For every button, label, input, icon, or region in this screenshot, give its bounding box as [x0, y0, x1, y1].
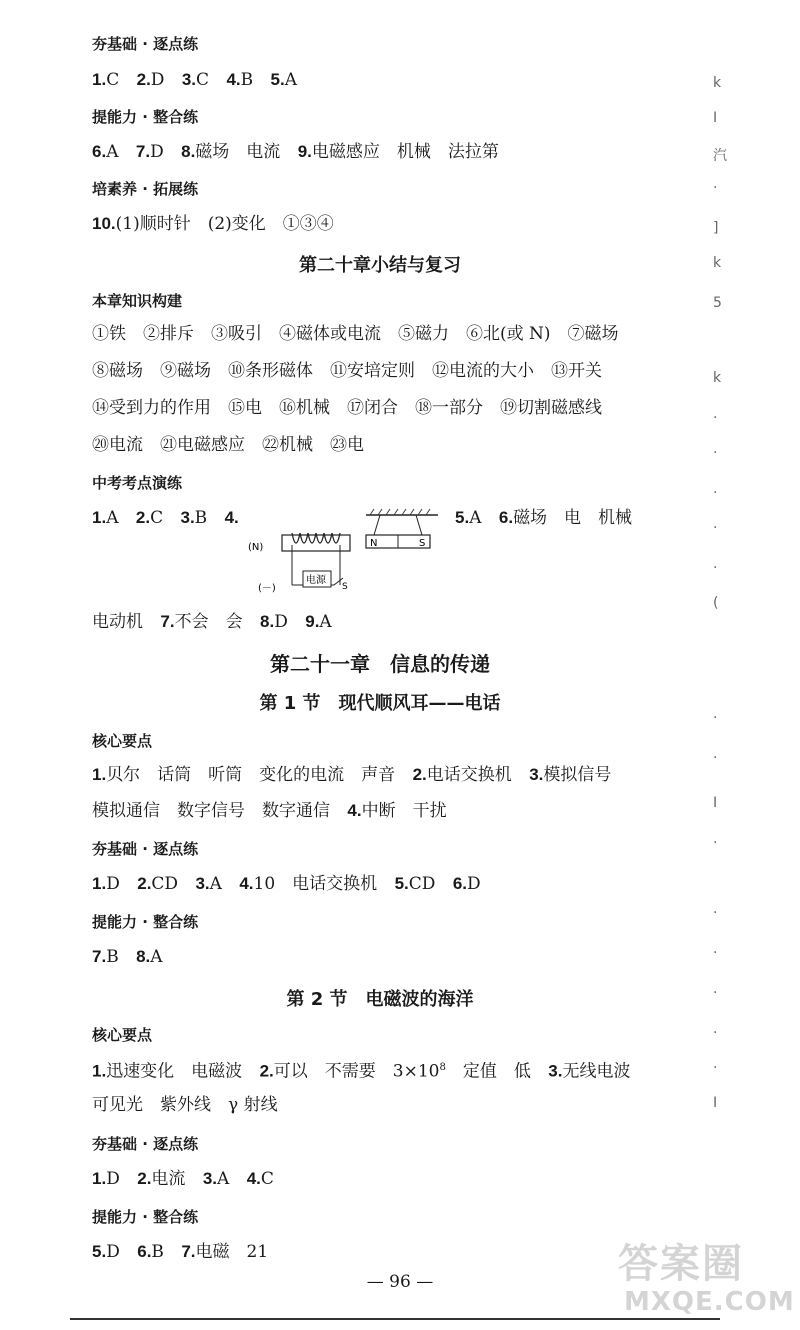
switch-label: S	[342, 582, 348, 592]
answer-line: 模拟通信 数字信号 数字通信 4.中断 干扰	[92, 801, 447, 821]
section-head: 核心要点	[92, 1026, 153, 1044]
right-edge-bleed: k I 汽 · ] k 5 k · · · · · ( · · I · · · · · · I	[713, 75, 727, 1111]
section-title: 第二十章小结与复习	[299, 255, 461, 276]
answer-line: 1.A 2.C 3.B 4.	[92, 508, 239, 528]
watermark-logo: 答案圈 MXQE.COM	[618, 1241, 795, 1317]
left-pole-label: (N)	[248, 542, 264, 553]
answer-line: 电动机 7.不会 会 8.D 9.A	[92, 612, 332, 632]
page-number: — 96 —	[366, 1272, 434, 1292]
minus-label: (－)	[258, 583, 276, 594]
section-head: 核心要点	[92, 732, 153, 750]
section-title: 第 1 节 现代顺风耳——电话	[259, 693, 501, 714]
answer-line: 6.A 7.D 8.磁场 电流 9.电磁感应 机械 法拉第	[92, 142, 499, 162]
section-head: 中考考点演练	[92, 474, 183, 492]
knowledge-line: ⑧磁场 ⑨磁场 ⑩条形磁体 ⑪安培定则 ⑫电流的大小 ⑬开关	[92, 361, 602, 381]
knowledge-line: ⑳电流 ㉑电磁感应 ㉒机械 ㉓电	[92, 435, 364, 455]
section-head: 夯基础 · 逐点练	[92, 840, 199, 858]
section-head: 提能力 · 整合练	[92, 1208, 199, 1226]
magnet-s-label: S	[419, 538, 426, 549]
section-head: 提能力 · 整合练	[92, 108, 199, 126]
answer-line: 5.D 6.B 7.电磁 21	[92, 1242, 269, 1262]
chapter-title: 第二十一章 信息的传递	[270, 652, 490, 676]
magnet-n-label: N	[370, 538, 378, 549]
section-head: 夯基础 · 逐点练	[92, 1135, 199, 1153]
answer-line: 5.A 6.磁场 电 机械	[455, 508, 633, 528]
knowledge-line: ①铁 ②排斥 ③吸引 ④磁体或电流 ⑤磁力 ⑥北(或 N) ⑦磁场	[92, 324, 619, 344]
section-head: 培素养 · 拓展练	[92, 180, 199, 198]
section-head: 本章知识构建	[92, 292, 183, 310]
answer-line: 10.(1)顺时针 (2)变化 ①③④	[92, 214, 334, 234]
answer-line: 7.B 8.A	[92, 947, 163, 967]
answer-line: 1.贝尔 话筒 听筒 变化的电流 声音 2.电话交换机 3.模拟信号	[92, 765, 612, 785]
answer-line: 1.C 2.D 3.C 4.B 5.A	[92, 70, 298, 90]
section-head: 夯基础 · 逐点练	[92, 35, 199, 53]
answer-line: 1.迅速变化 电磁波 2.可以 不需要 $3\times 10^8$ 定值 低 3.无线电波	[92, 1061, 631, 1082]
answer-line: 1.D 2.电流 3.A 4.C	[92, 1169, 274, 1189]
section-head: 提能力 · 整合练	[92, 913, 199, 931]
knowledge-line: ⑭受到力的作用 ⑮电 ⑯机械 ⑰闭合 ⑱一部分 ⑲切割磁感线	[92, 398, 602, 418]
answer-line: 可见光 紫外线 γ 射线	[92, 1095, 278, 1115]
power-label: 电源	[306, 575, 326, 586]
electromagnet-diagram	[248, 505, 448, 600]
answer-line: 1.D 2.CD 3.A 4.10 电话交换机 5.CD 6.D	[92, 874, 481, 894]
section-title: 第 2 节 电磁波的海洋	[286, 989, 474, 1010]
